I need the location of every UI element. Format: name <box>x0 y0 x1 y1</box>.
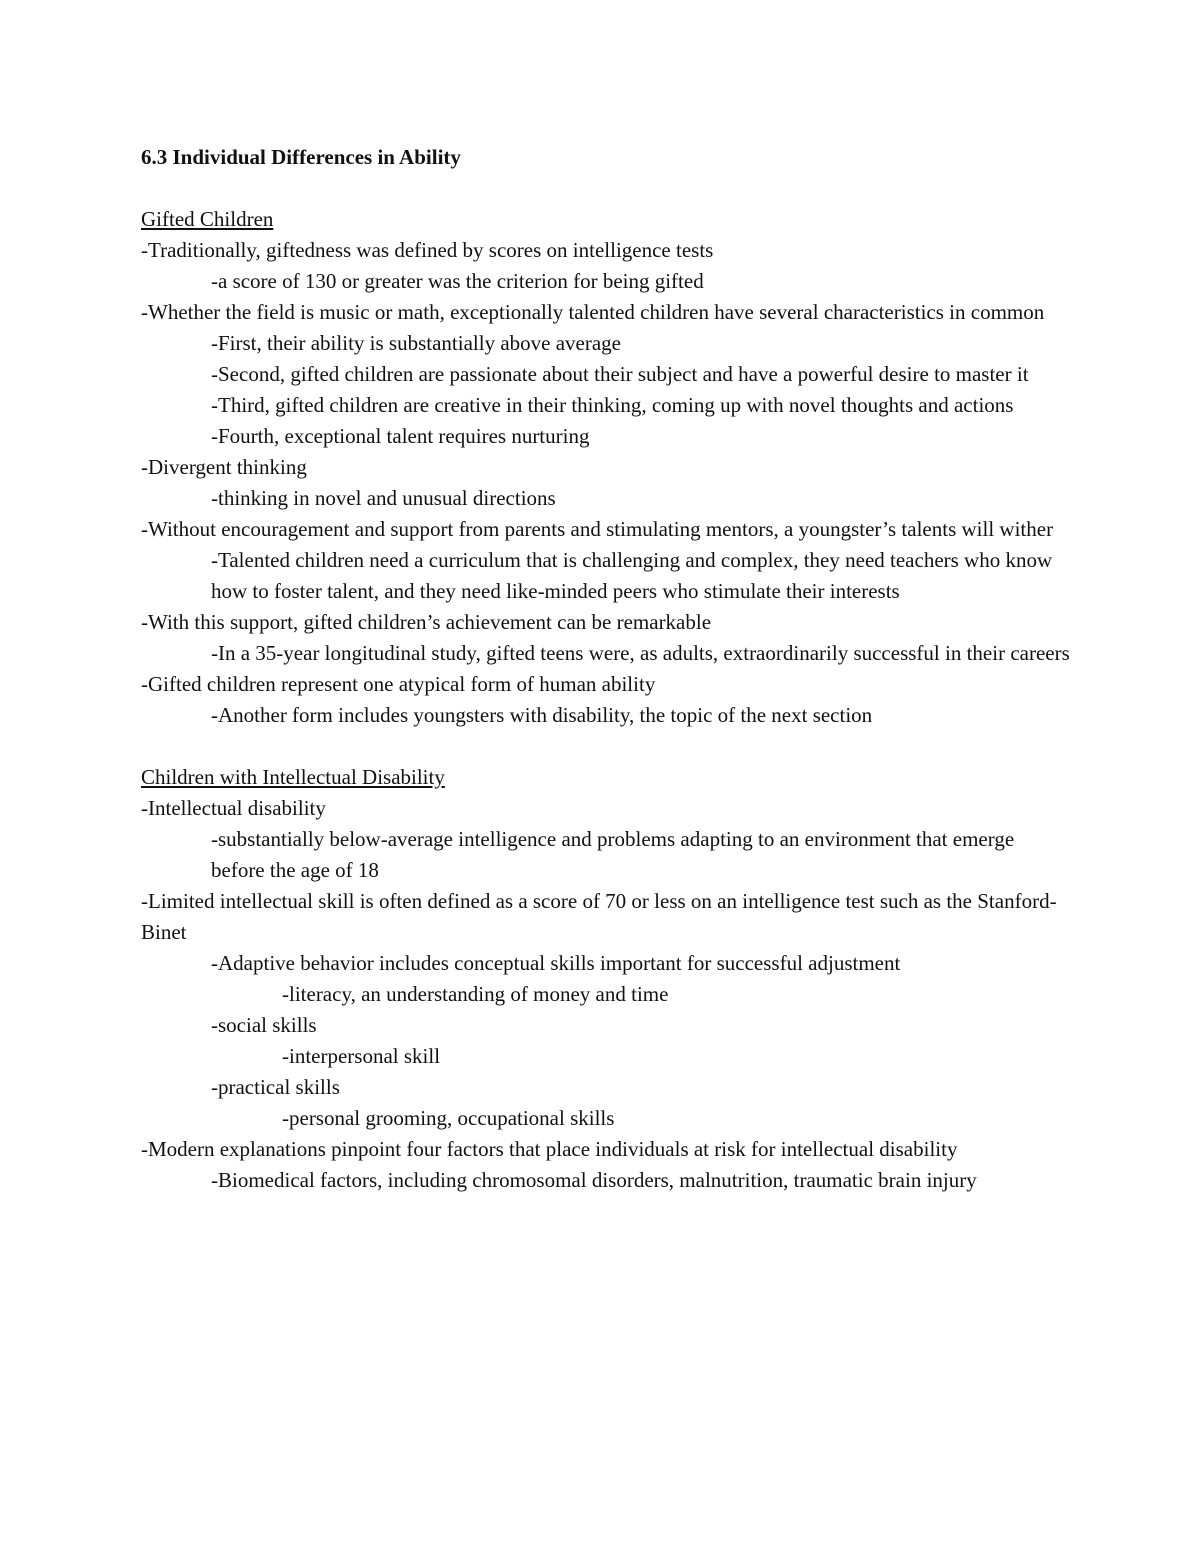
outline-line: -Modern explanations pinpoint four factors that place individuals at risk for intellectual disability <box>141 1137 958 1161</box>
outline-line: -Gifted children represent one atypical form of human ability <box>141 672 656 696</box>
outline-line: -Divergent thinking <box>141 455 307 479</box>
outline-line: -Intellectual disability <box>141 796 326 820</box>
outline-line: -social skills <box>211 1013 317 1037</box>
outline-line: -Second, gifted children are passionate about their subject and have a powerful desire to master it <box>211 362 1029 386</box>
page-title: 6.3 Individual Differences in Ability <box>141 145 461 169</box>
section-intellectual-disability <box>141 762 1071 1196</box>
outline-line: -a score of 130 or greater was the criterion for being gifted <box>211 269 704 293</box>
outline-line: -Fourth, exceptional talent requires nurturing <box>211 424 590 448</box>
section-heading: Gifted Children <box>141 207 274 231</box>
outline-line: -substantially below-average intelligence and problems adapting to an environment that emerge before the age of 18 <box>211 827 1015 882</box>
section-heading: Children with Intellectual Disability <box>141 765 445 789</box>
outline-line: -Adaptive behavior includes conceptual skills important for successful adjustment <box>211 951 901 975</box>
outline-line: -Talented children need a curriculum that is challenging and complex, they need teachers who know how to foster talent, and they need like-minded peers who stimulate their interests <box>211 548 1053 603</box>
outline-line: -With this support, gifted children’s achievement can be remarkable <box>141 610 712 634</box>
outline-line: -Traditionally, giftedness was defined by scores on intelligence tests <box>141 238 714 262</box>
section-gifted-children <box>141 204 1071 731</box>
outline-line: -thinking in novel and unusual directions <box>211 486 556 510</box>
outline-line: -practical skills <box>211 1075 340 1099</box>
outline-line: -Biomedical factors, including chromosomal disorders, malnutrition, traumatic brain injury <box>211 1168 977 1192</box>
outline-line: -Without encouragement and support from parents and stimulating mentors, a youngster’s talents will wither <box>141 517 1054 541</box>
outline-line: -literacy, an understanding of money and time <box>282 982 669 1006</box>
spacer <box>141 731 1071 762</box>
outline-line: -Limited intellectual skill is often defined as a score of 70 or less on an intelligence test such as the Stanford-Binet <box>141 889 1057 944</box>
outline-line: -Whether the field is music or math, exceptionally talented children have several characteristics in common <box>141 300 1045 324</box>
outline-line: -In a 35-year longitudinal study, gifted teens were, as adults, extraordinarily successful in their careers <box>211 641 1070 665</box>
outline-line: -Another form includes youngsters with disability, the topic of the next section <box>211 703 873 727</box>
document-body <box>141 142 1071 1196</box>
outline-line: -Third, gifted children are creative in their thinking, coming up with novel thoughts and actions <box>211 393 1014 417</box>
outline-line: -First, their ability is substantially above average <box>211 331 621 355</box>
outline-line: -interpersonal skill <box>282 1044 441 1068</box>
spacer <box>141 173 1071 204</box>
outline-line: -personal grooming, occupational skills <box>282 1106 615 1130</box>
